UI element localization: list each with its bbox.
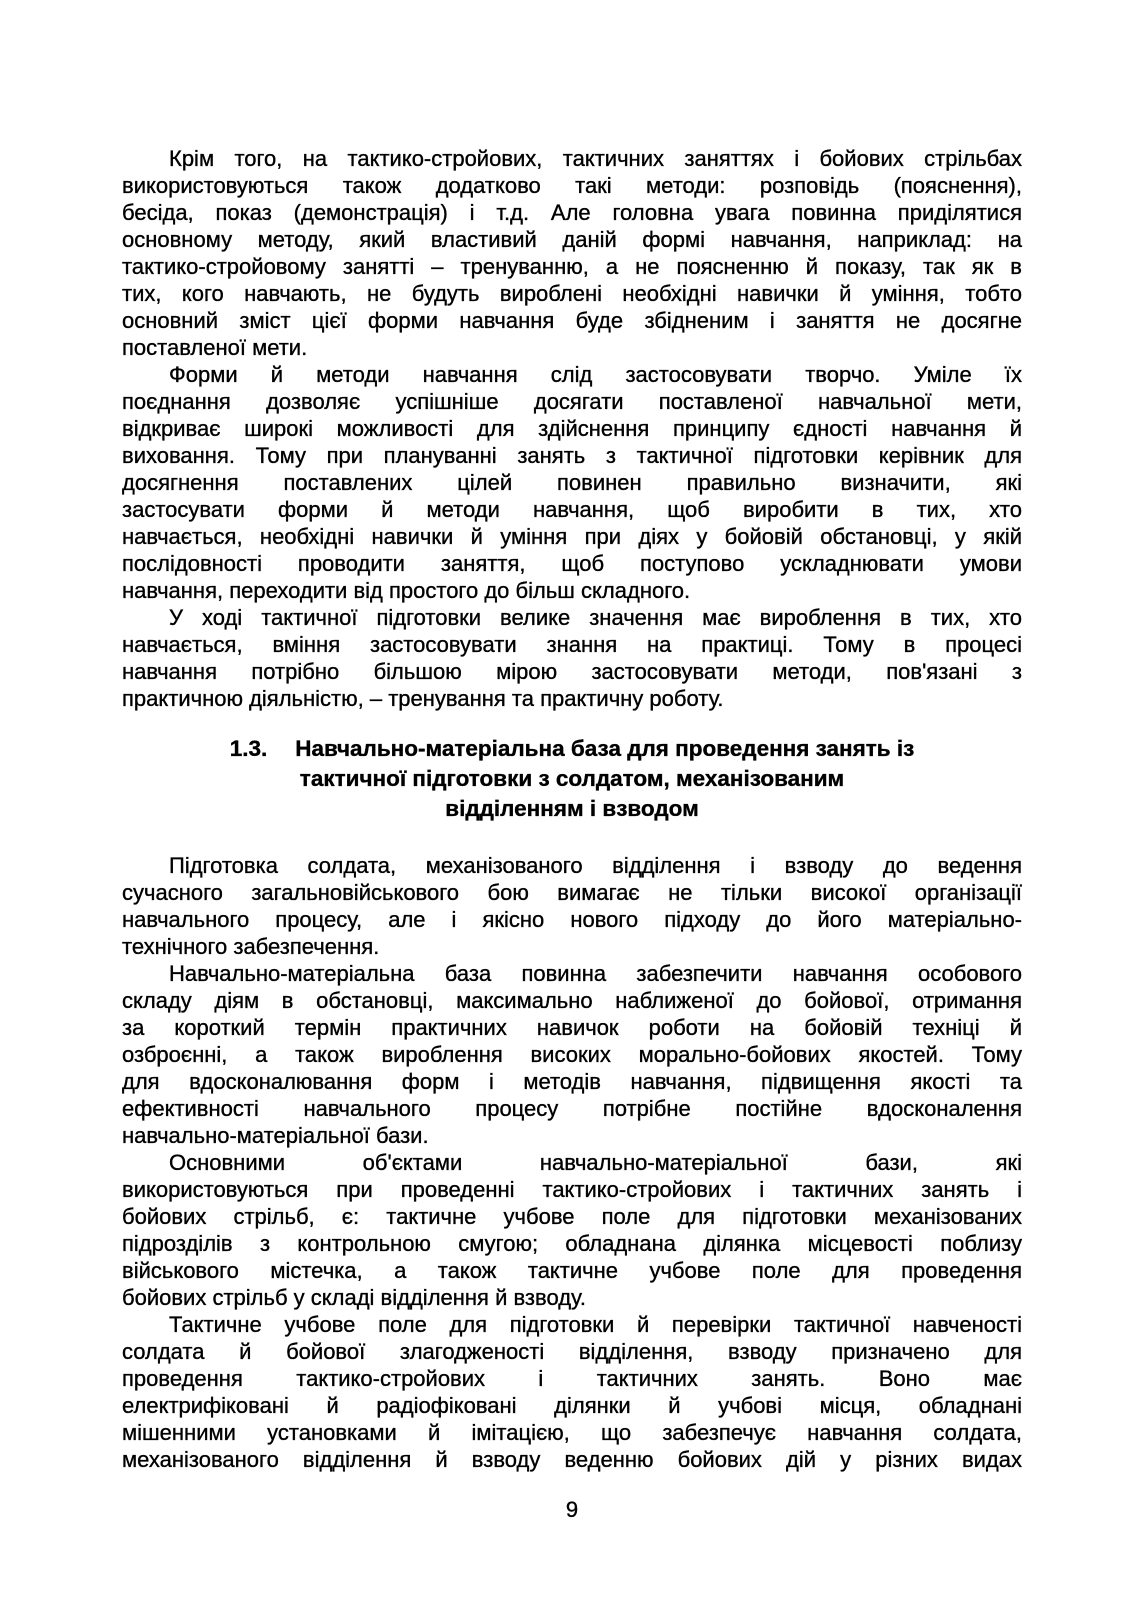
paragraph	[122, 145, 1022, 361]
paragraph	[122, 1311, 1022, 1473]
text-line: для вдосконалювання форм і методів навчання, підвищення якості та	[122, 1069, 1022, 1094]
text-line: поставленої мети.	[122, 335, 308, 360]
text-line: військового містечка, а також тактичне учбове поле для проведення	[122, 1258, 1022, 1283]
text-line: Тактичне учбове поле для підготовки й перевірки тактичної навченості	[169, 1312, 1022, 1337]
text-block	[122, 145, 1022, 1473]
text-line: бесіда, показ (демонстрація) і т.д. Але головна увага повинна приділятися	[122, 200, 1022, 225]
paragraph	[122, 604, 1022, 712]
text-line: навчального процесу, але і якісно нового підходу до його матеріально-	[122, 907, 1022, 932]
text-line: застосувати форми й методи навчання, щоб виробити в тих, хто	[122, 497, 1022, 522]
text-line: досягнення поставлених цілей повинен правильно визначити, які	[122, 470, 1022, 495]
text-line: підрозділів з контрольною смугою; обладнана ділянка місцевості поблизу	[122, 1231, 1022, 1256]
text-line: Форми й методи навчання слід застосовувати творчо. Уміле їх	[169, 362, 1022, 387]
page-number: 9	[565, 1497, 579, 1522]
heading-line: відділенням і взводом	[445, 796, 699, 821]
text-line: використовуються при проведенні тактико-стройових і тактичних занять і	[122, 1177, 1022, 1202]
text-line: за короткий термін практичних навичок роботи на бойовій техніці й	[122, 1015, 1022, 1040]
paragraph	[122, 852, 1022, 960]
text-line: бойових стрільб, є: тактичне учбове поле для підготовки механізованих	[122, 1204, 1022, 1229]
text-line: У ході тактичної підготовки велике значення має вироблення в тих, хто	[169, 605, 1022, 630]
text-line: ефективності навчального процесу потрібне постійне вдосконалення	[122, 1096, 1022, 1121]
text-line: основний зміст цієї форми навчання буде збідненим і заняття не досягне	[122, 308, 1022, 333]
heading-line: тактичної підготовки з солдатом, механізованим	[299, 766, 845, 791]
paragraph	[122, 1149, 1022, 1311]
text-line: солдата й бойової злагодженості відділення, взводу призначено для	[122, 1339, 1022, 1364]
section-number: 1.3.	[229, 736, 268, 761]
heading-line	[122, 734, 1022, 764]
text-line: технічного забезпечення.	[122, 934, 380, 959]
text-line: електрифіковані й радіофіковані ділянки й учбові місця, обладнані	[122, 1393, 1022, 1418]
text-line: навчання, переходити від простого до більш складного.	[122, 578, 691, 603]
text-line: механізованого відділення й взводу веденню бойових дій у різних видах	[122, 1447, 1022, 1472]
text-line: навчально-матеріальної бази.	[122, 1123, 429, 1148]
text-line: використовуються також додатково такі методи: розповідь (пояснення),	[122, 173, 1022, 198]
text-line: бойових стрільб у складі відділення й взводу.	[122, 1285, 586, 1310]
text-line: навчається, необхідні навички й уміння при діях у бойовій обстановці, у якій	[122, 524, 1022, 549]
paragraph	[122, 960, 1022, 1149]
text-line: послідовності проводити заняття, щоб поступово ускладнювати умови	[122, 551, 1022, 576]
text-line: проведення тактико-стройових і тактичних занять. Воно має	[122, 1366, 1022, 1391]
text-line: Підготовка солдата, механізованого відділення і взводу до ведення	[169, 853, 1022, 878]
text-line: навчається, вміння застосовувати знання на практиці. Тому в процесі	[122, 632, 1022, 657]
text-line: основному методу, який властивий даній формі навчання, наприклад: на	[122, 227, 1022, 252]
text-line: Навчально-матеріальна база повинна забезпечити навчання особового	[169, 961, 1022, 986]
text-line: тих, кого навчають, не будуть вироблені необхідні навички й уміння, тобто	[122, 281, 1022, 306]
text-line: складу діям в обстановці, максимально наближеної до бойової, отримання	[122, 988, 1022, 1013]
text-line: відкриває широкі можливості для здійснення принципу єдності навчання й	[122, 416, 1022, 441]
text-line: навчання потрібно більшою мірою застосовувати методи, пов'язані з	[122, 659, 1022, 684]
heading-text: Навчально-матеріальна база для проведення занять із	[295, 736, 915, 761]
text-line: Основними об'єктами навчально-матеріальної бази, які	[169, 1150, 1022, 1175]
text-line: мішенними установками й імітацією, що забезпечує навчання солдата,	[122, 1420, 1022, 1445]
section-heading	[122, 734, 1022, 824]
text-line: практичною діяльністю, – тренування та практичну роботу.	[122, 686, 724, 711]
text-line: сучасного загальновійськового бою вимагає не тільки високої організації	[122, 880, 1022, 905]
text-line: тактико-стройовому занятті – тренуванню, а не поясненню й показу, так як в	[122, 254, 1022, 279]
text-line: Крім того, на тактико-стройових, тактичних заняттях і бойових стрільбах	[169, 146, 1022, 171]
text-line: виховання. Тому при плануванні занять з тактичної підготовки керівник для	[122, 443, 1022, 468]
text-line: поєднання дозволяє успішніше досягати поставленої навчальної мети,	[122, 389, 1022, 414]
paragraph	[122, 361, 1022, 604]
text-line: озброєнні, а також вироблення високих морально-бойових якостей. Тому	[122, 1042, 1022, 1067]
